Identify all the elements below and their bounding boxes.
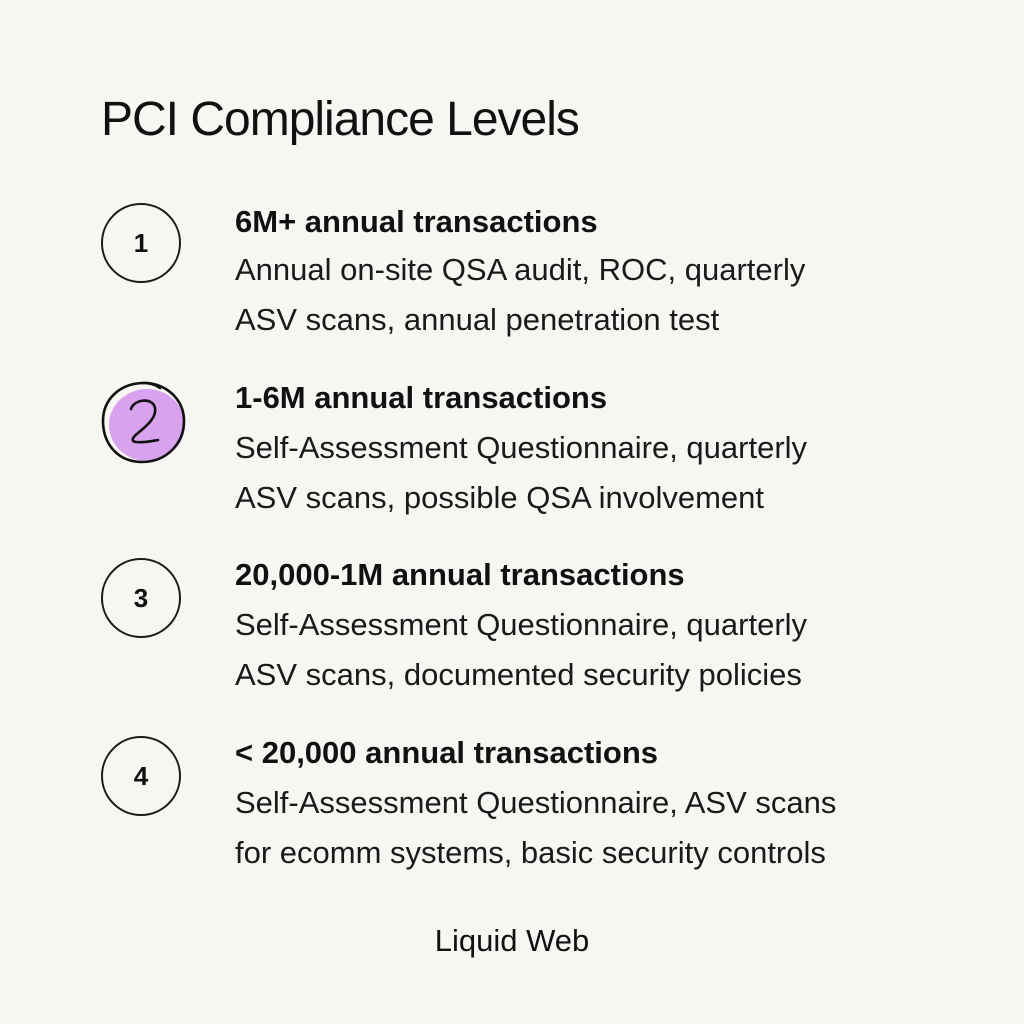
level-number: 1: [133, 227, 149, 258]
level-description-line-1: Self-Assessment Questionnaire, quarterly: [235, 607, 808, 642]
level-description-line-2: ASV scans, possible QSA involvement: [235, 480, 764, 515]
level-heading: 6M+ annual transactions: [235, 204, 598, 239]
level-item-1: [0, 200, 1024, 350]
level-number-badge: [101, 736, 181, 816]
level-heading: < 20,000 annual transactions: [235, 735, 658, 770]
level-description-line-2: ASV scans, annual penetration test: [235, 302, 720, 337]
level-number-badge: [101, 558, 181, 638]
level-heading: 1-6M annual transactions: [235, 380, 608, 415]
level-number: 4: [133, 760, 149, 791]
level-description-line-1: Self-Assessment Questionnaire, quarterly: [235, 430, 808, 465]
level-item-4: [0, 733, 1024, 883]
level-number-highlight-badge: [100, 378, 188, 466]
level-heading: 20,000-1M annual transactions: [235, 557, 685, 592]
page-title: PCI Compliance Levels: [101, 93, 579, 146]
level-description-line-1: Self-Assessment Questionnaire, ASV scans: [235, 785, 837, 820]
level-description-line-2: ASV scans, documented security policies: [235, 657, 802, 692]
level-description-line-1: Annual on-site QSA audit, ROC, quarterly: [235, 252, 806, 287]
level-item-3: [0, 555, 1024, 705]
brand-name: Liquid Web: [434, 923, 590, 958]
level-item-2: [0, 378, 1024, 528]
level-description-line-2: for ecomm systems, basic security controls: [235, 835, 826, 870]
level-number: 3: [133, 582, 149, 613]
level-number-badge: [101, 203, 181, 283]
